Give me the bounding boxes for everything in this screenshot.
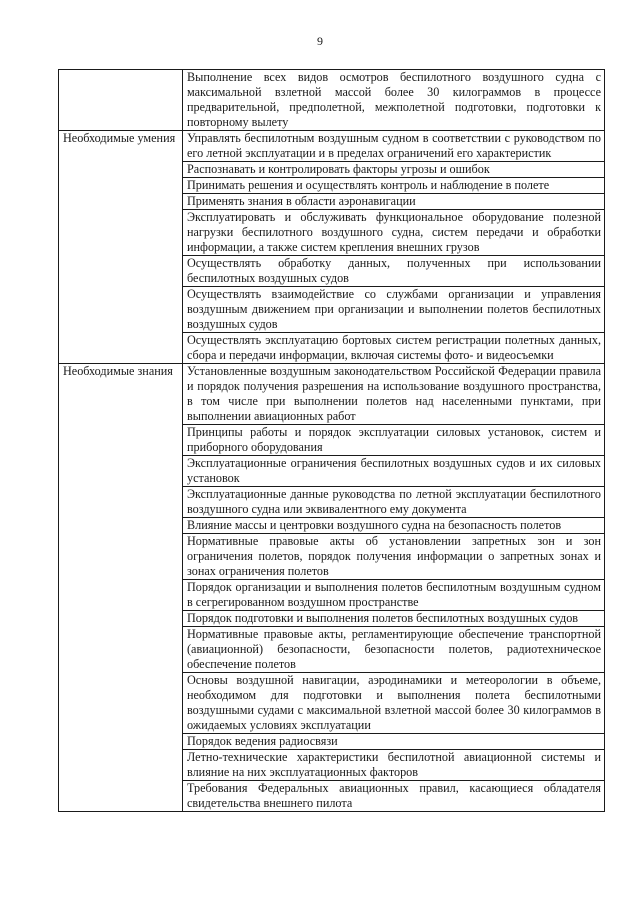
table-row	[59, 131, 605, 162]
skills-item: Принимать решения и осуществлять контроль и наблюдение в полете	[183, 178, 605, 194]
knowledge-item: Основы воздушной навигации, аэродинамики и метеорологии в объеме, необходимом для подготовки и выполнения полета беспилотными воздушными судами с максимальной взлетной массой более 30 килограммов в ожидаемых условиях эксплуатации	[183, 673, 605, 734]
knowledge-item: Эксплуатационные данные руководства по летной эксплуатации беспилотного воздушного судна или эквивалентного ему документа	[183, 487, 605, 518]
knowledge-item: Нормативные правовые акты об установлении запретных зон и зон ограничения полетов, порядок получения информации о запретных зонах и зонах ограничения полетов	[183, 534, 605, 580]
page-number: 9	[317, 34, 323, 48]
knowledge-section-label: Необходимые знания	[59, 364, 183, 812]
skills-item: Осуществлять эксплуатацию бортовых систем регистрации полетных данных, сбора и передачи информации, включая системы фото- и видеосъемки	[183, 333, 605, 364]
skills-item: Осуществлять взаимодействие со службами организации и управления воздушным движением при организации и выполнении полетов беспилотных воздушных судов	[183, 287, 605, 333]
skills-item: Применять знания в области аэронавигации	[183, 194, 605, 210]
knowledge-item: Порядок ведения радиосвязи	[183, 734, 605, 750]
knowledge-item: Порядок подготовки и выполнения полетов беспилотных воздушных судов	[183, 611, 605, 627]
skills-item: Осуществлять обработку данных, полученных при использовании беспилотных воздушных судов	[183, 256, 605, 287]
skills-section-label: Необходимые умения	[59, 131, 183, 364]
knowledge-item: Влияние массы и центровки воздушного судна на безопасность полетов	[183, 518, 605, 534]
knowledge-item: Установленные воздушным законодательством Российской Федерации правила и порядок получения разрешения на использование воздушного пространства, в том числе при выполнении полетов над населенными пунктами, при выполнении авиационных работ	[183, 364, 605, 425]
knowledge-item: Принципы работы и порядок эксплуатации силовых установок, систем и приборного оборудования	[183, 425, 605, 456]
table-cell: Выполнение всех видов осмотров беспилотного воздушного судна с максимальной взлетной массой более 30 килограммов в процессе предварительной, предполетной, межполетной подготовки, подготовки к повторному вылету	[183, 70, 605, 131]
requirements-table	[58, 69, 605, 812]
knowledge-item: Летно-технические характеристики беспилотной авиационной системы и влияние на них эксплуатационных факторов	[183, 750, 605, 781]
skills-item: Эксплуатировать и обслуживать функциональное оборудование полезной нагрузки беспилотного воздушного судна, систем передачи и обработки информации, а также систем крепления внешних грузов	[183, 210, 605, 256]
knowledge-item: Требования Федеральных авиационных правил, касающиеся обладателя свидетельства внешнего пилота	[183, 781, 605, 812]
knowledge-item: Порядок организации и выполнения полетов беспилотным воздушным судном в сегрегированном воздушном пространстве	[183, 580, 605, 611]
table-row	[59, 364, 605, 425]
skills-item: Управлять беспилотным воздушным судном в соответствии с руководством по его летной эксплуатации и в пределах ограничений его характеристик	[183, 131, 605, 162]
knowledge-item: Нормативные правовые акты, регламентирующие обеспечение транспортной (авиационной) безопасности, безопасности полетов, радиотехническое обеспечение полетов	[183, 627, 605, 673]
row-label-empty	[59, 70, 183, 131]
table-row	[59, 70, 605, 131]
skills-item: Распознавать и контролировать факторы угрозы и ошибок	[183, 162, 605, 178]
knowledge-item: Эксплуатационные ограничения беспилотных воздушных судов и их силовых установок	[183, 456, 605, 487]
